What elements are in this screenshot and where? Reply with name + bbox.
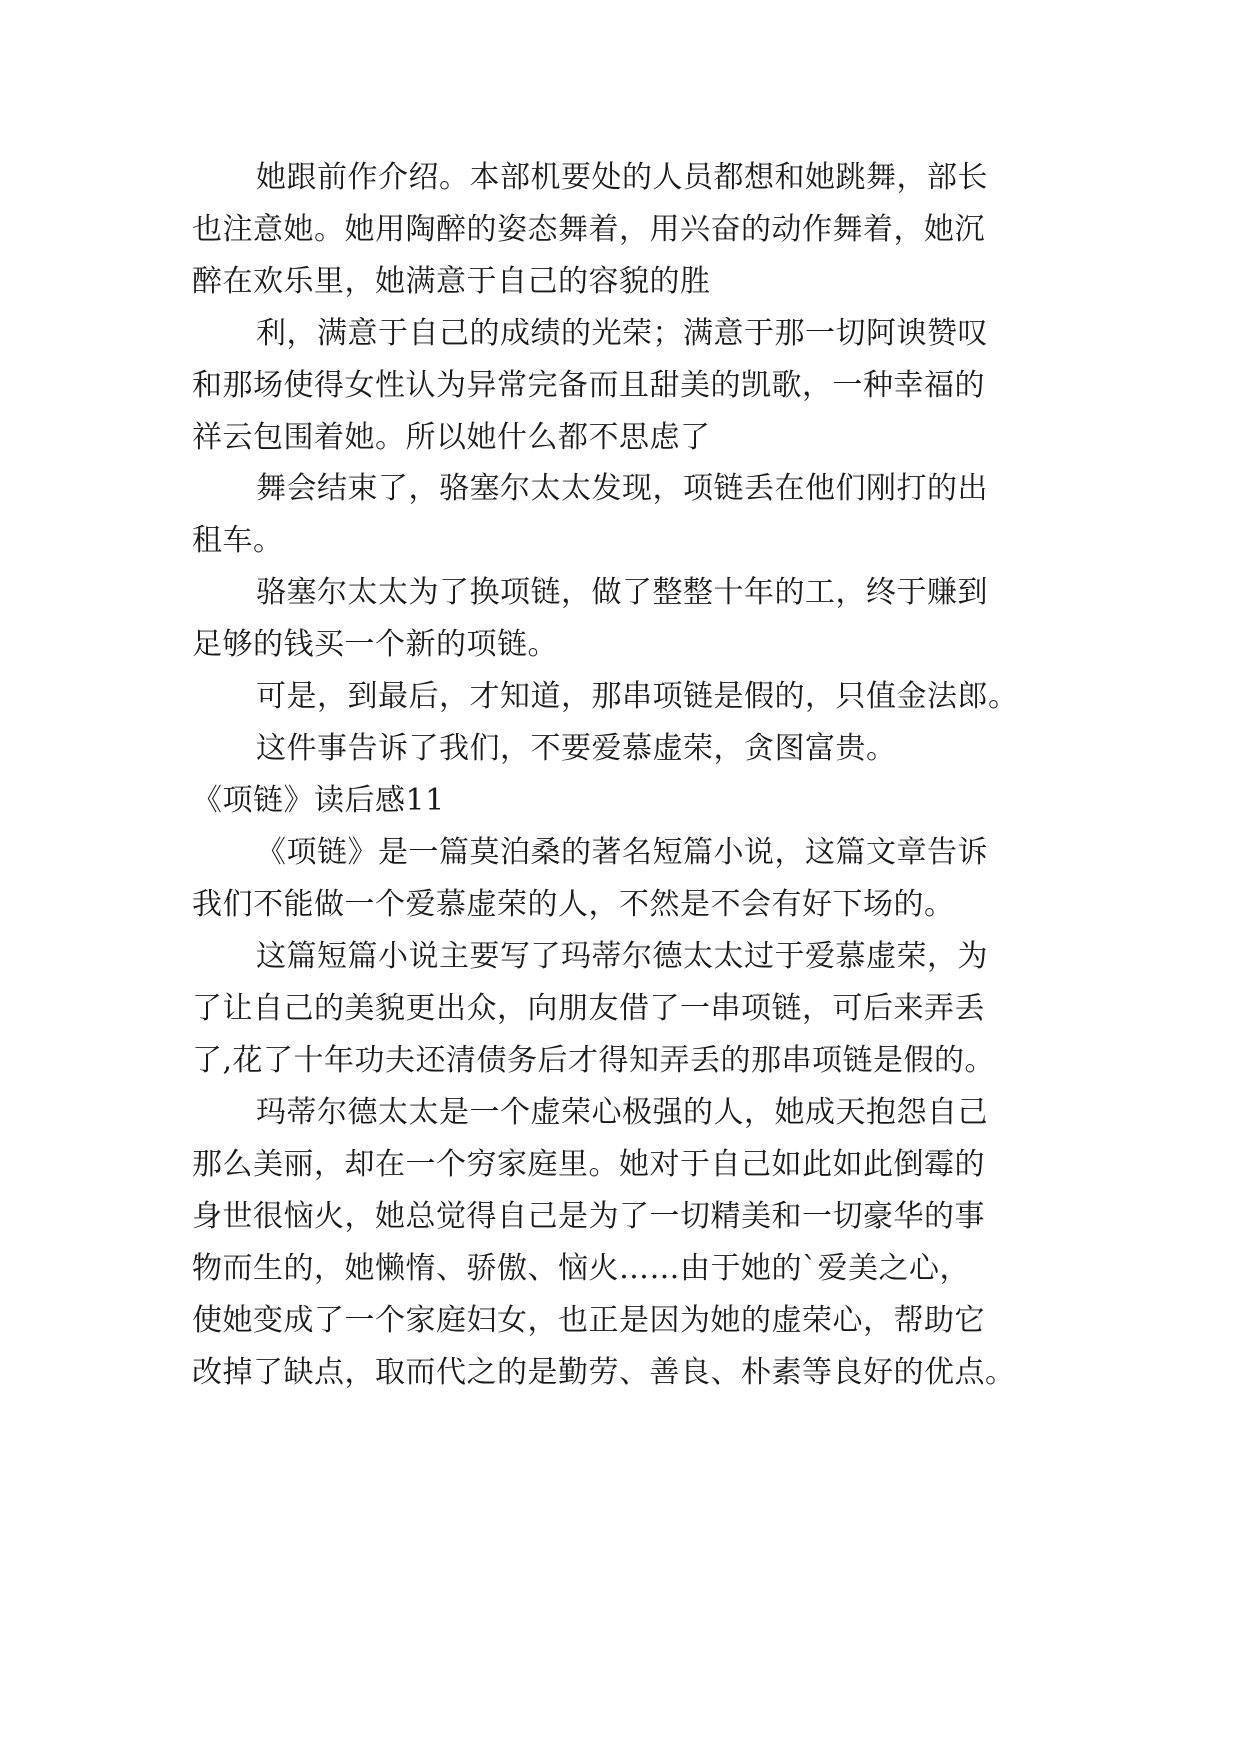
paragraph-line: 祥云包围着她。所以她什么都不思虑了 (192, 420, 711, 455)
paragraph-line: 她跟前作介绍。本部机要处的人员都想和她跳舞，部长 (256, 160, 988, 195)
paragraph-line: 物而生的，她懒惰、骄傲、恼火……由于她的`爱美之心， (192, 1251, 970, 1286)
paragraph-line: 身世很恼火，她总觉得自己是为了一切精美和一切豪华的事 (192, 1199, 985, 1234)
paragraph-line: 足够的钱买一个新的项链。 (192, 627, 558, 662)
paragraph-line: 《项链》是一篇莫泊桑的著名短篇小说，这篇文章告诉 (256, 835, 988, 870)
paragraph-line: 和那场使得女性认为异常完备而且甜美的凯歌，一种幸福的 (192, 368, 985, 403)
paragraph-line: 使她变成了一个家庭妇女，也正是因为她的虚荣心，帮助它 (192, 1303, 985, 1338)
paragraph-line: 利，满意于自己的成绩的光荣；满意于那一切阿谀赞叹 (256, 316, 988, 351)
paragraph-line: 我们不能做一个爱慕虚荣的人，不然是不会有好下场的。 (192, 887, 955, 922)
paragraph-line: 这件事告诉了我们，不要爱慕虚荣，贪图富贵。 (256, 731, 897, 766)
paragraph-line: 舞会结束了，骆塞尔太太发现，项链丢在他们刚打的出 (256, 471, 988, 506)
paragraph-line: 租车。 (192, 523, 284, 558)
paragraph-line: 骆塞尔太太为了换项链，做了整整十年的工，终于赚到 (256, 575, 988, 610)
paragraph-line: 玛蒂尔德太太是一个虚荣心极强的人，她成天抱怨自己 (256, 1095, 988, 1130)
paragraph-line: 改掉了缺点，取而代之的是勤劳、善良、朴素等良好的优点。 (192, 1355, 1016, 1390)
paragraph-line: 这篇短篇小说主要写了玛蒂尔德太太过于爱慕虚荣，为 (256, 939, 988, 974)
paragraph-line: 可是，到最后，才知道，那串项链是假的，只值金法郎。 (256, 679, 1019, 714)
paragraph-line: 也注意她。她用陶醉的姿态舞着，用兴奋的动作舞着，她沉 (192, 212, 985, 247)
section-heading: 《项链》读后感11 (192, 783, 445, 818)
paragraph-line: 了,花了十年功夫还清债务后才得知弄丢的那串项链是假的。 (192, 1043, 996, 1078)
paragraph-line: 醉在欢乐里，她满意于自己的容貌的胜 (192, 264, 711, 299)
paragraph-line: 那么美丽，却在一个穷家庭里。她对于自己如此如此倒霉的 (192, 1147, 985, 1182)
paragraph-line: 了让自己的美貌更出众，向朋友借了一串项链，可后来弄丢 (192, 991, 985, 1026)
